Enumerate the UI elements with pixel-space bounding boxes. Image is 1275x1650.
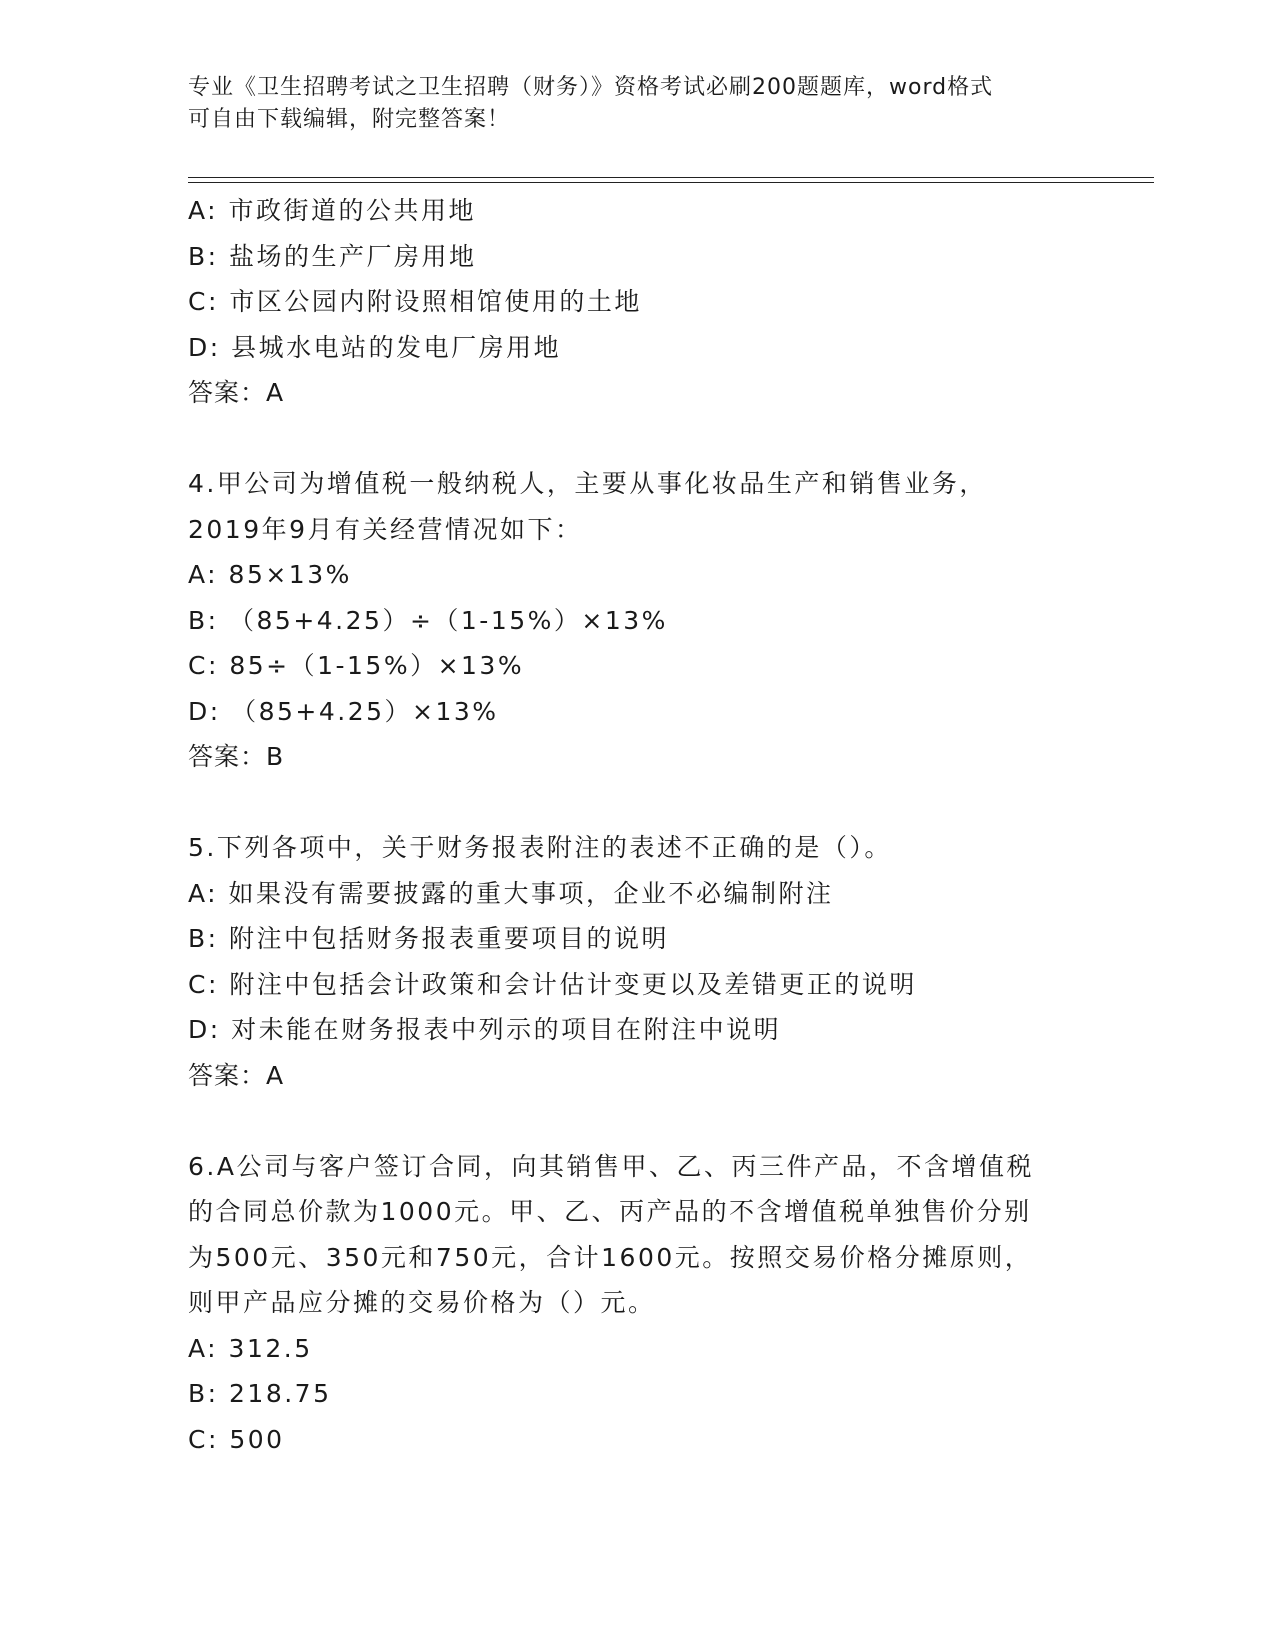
- answer-line: 答案：A: [188, 378, 285, 407]
- header-rule-top: [188, 177, 1154, 178]
- question-stem: 6.A公司与客户签订合同，向其销售甲、乙、丙三件产品，不含增值税: [188, 1151, 1034, 1181]
- question-stem: 5.下列各项中，关于财务报表附注的表述不正确的是（）。: [188, 833, 892, 862]
- question-stem: 4.甲公司为增值税一般纳税人，主要从事化妆品生产和销售业务，: [188, 469, 987, 498]
- spacer: [188, 416, 1088, 462]
- option-a: A: 市政街道的公共用地: [188, 196, 477, 225]
- question-block: [188, 461, 1088, 780]
- option-c: C: 85÷（1-15%）×13%: [188, 651, 525, 680]
- question-block: [188, 188, 1088, 416]
- question-stem: 2019年9月有关经营情况如下：: [188, 514, 583, 544]
- option-d: D: 对未能在财务报表中列示的项目在附注中说明: [188, 1015, 782, 1044]
- spacer: [188, 780, 1088, 826]
- document-header: [188, 72, 1068, 136]
- option-d: D: 县城水电站的发电厂房用地: [188, 332, 562, 362]
- question-stem: 为500元、350元和750元，合计1600元。按照交易价格分摊原则，: [188, 1242, 1033, 1272]
- option-b: B: 盐场的生产厂房用地: [188, 241, 477, 271]
- question-block: [188, 825, 1088, 1098]
- question-block: [188, 1144, 1088, 1463]
- option-b: B: 附注中包括财务报表重要项目的说明: [188, 924, 670, 953]
- spacer: [188, 1098, 1088, 1144]
- header-line-2: 可自由下载编辑，附完整答案！: [188, 107, 511, 132]
- option-c: C: 500: [188, 1424, 285, 1454]
- answer-line: 答案：B: [188, 742, 285, 771]
- question-list: [188, 188, 1088, 1462]
- option-b: B: （85+4.25）÷（1-15%）×13%: [188, 605, 668, 635]
- question-stem: 的合同总价款为1000元。甲、乙、丙产品的不含增值税单独售价分别: [188, 1197, 1032, 1226]
- answer-line: 答案：A: [188, 1060, 285, 1090]
- option-b: B: 218.75: [188, 1379, 332, 1408]
- option-a: A: 如果没有需要披露的重大事项，企业不必编制附注: [188, 878, 834, 908]
- option-d: D: （85+4.25）×13%: [188, 696, 499, 726]
- option-c: C: 附注中包括会计政策和会计估计变更以及差错更正的说明: [188, 969, 917, 999]
- option-c: C: 市区公园内附设照相馆使用的土地: [188, 287, 642, 316]
- question-stem: 则甲产品应分摊的交易价格为（）元。: [188, 1288, 656, 1317]
- option-a: A: 85×13%: [188, 560, 352, 589]
- header-line-1: 专业《卫生招聘考试之卫生招聘（财务）》资格考试必刷200题题库，word格式: [188, 75, 994, 100]
- header-rule-bottom: [188, 182, 1154, 183]
- option-a: A: 312.5: [188, 1333, 313, 1363]
